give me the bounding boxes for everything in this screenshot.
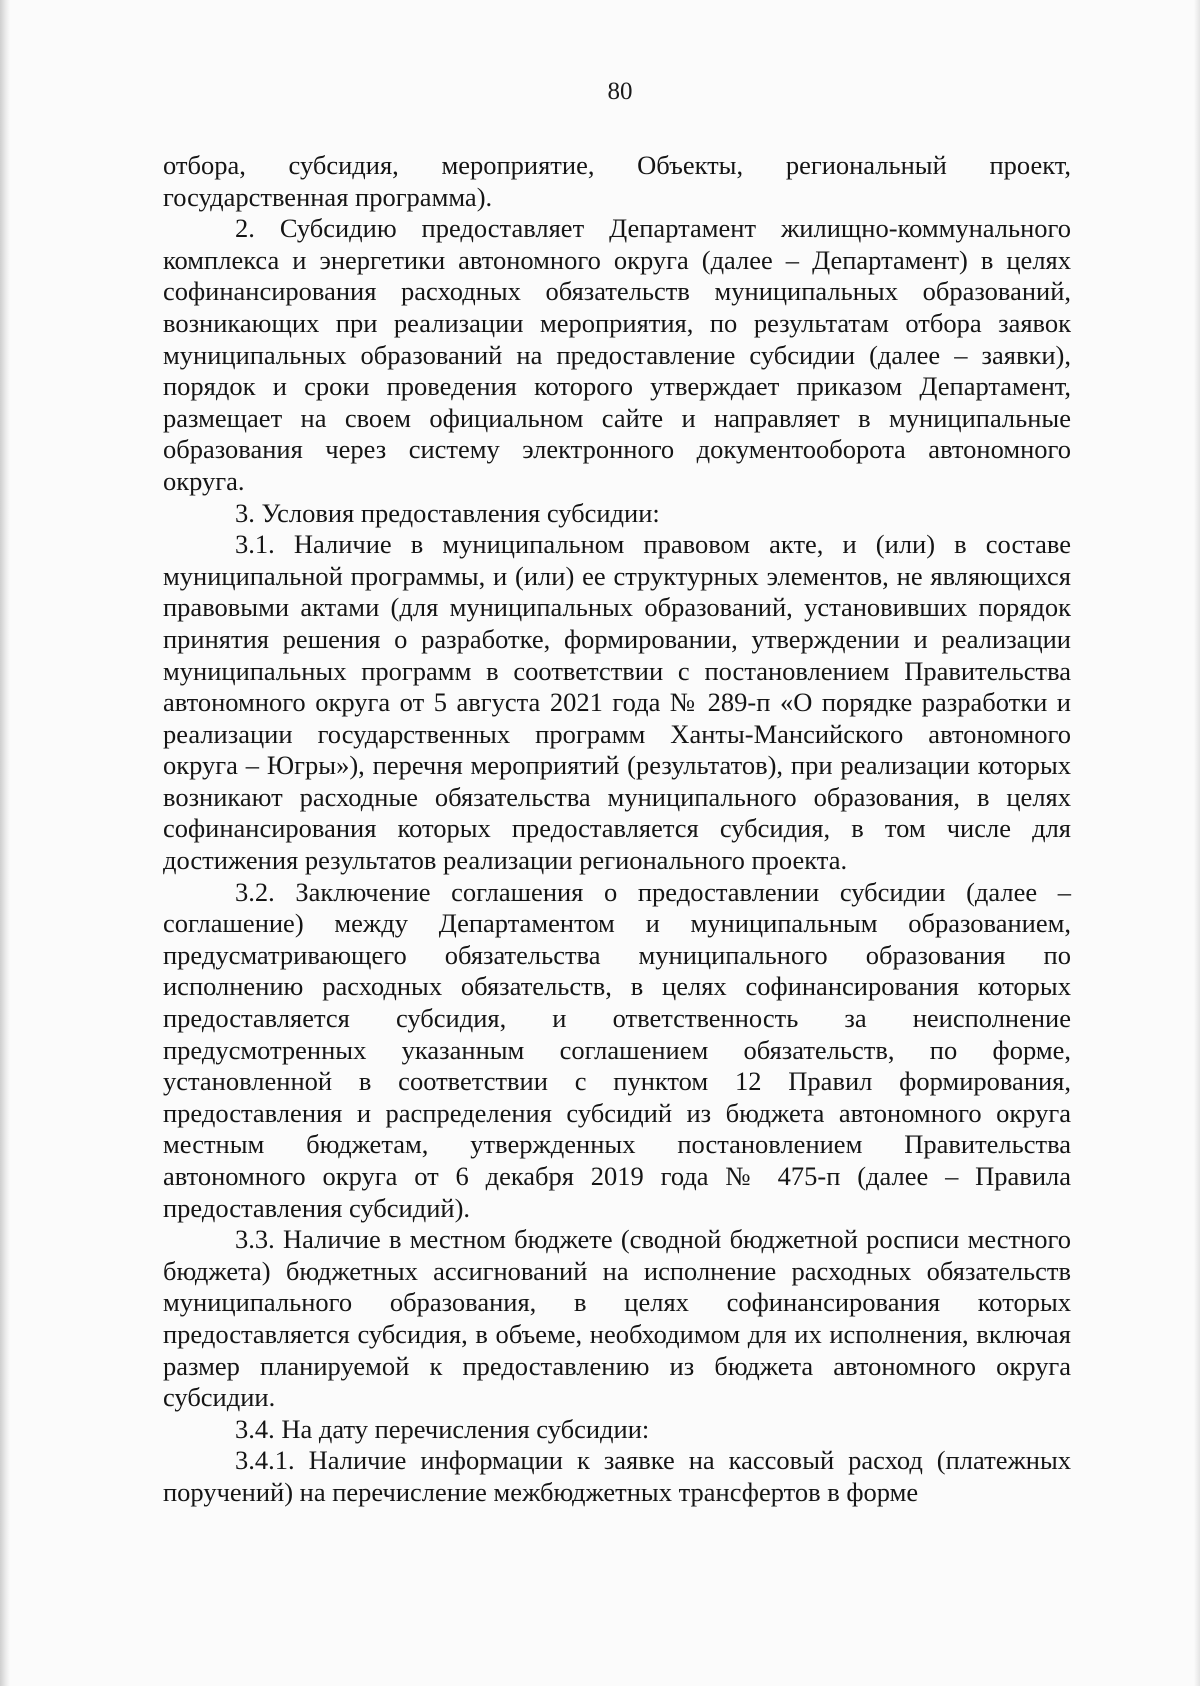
paragraph-3-4-1: 3.4.1. Наличие информации к заявке на кассовый расход (платежных поручений) на перечисление межбюджетных трансфертов в форме <box>163 1445 1071 1507</box>
paragraph-3-3: 3.3. Наличие в местном бюджете (сводной бюджетной росписи местного бюджета) бюджетных ассигнований на исполнение расходных обязательств муниципального образования, в целях софинансирования которых предоставляется субсидия, в объеме, необходимом для их исполнения, включая размер планируемой к предоставлению из бюджета автономного округа субсидии. <box>163 1224 1071 1413</box>
paragraph-3-2: 3.2. Заключение соглашения о предоставлении субсидии (далее – соглашение) между Департаментом и муниципальным образованием, предусматривающего обязательства муниципального образования по исполнению расходных обязательств, в целях софинансирования которых предоставляется субсидия, и ответственность за неисполнение предусмотренных указанным соглашением обязательств, по форме, установленной в соответствии с пунктом 12 Правил формирования, предоставления и распределения субсидий из бюджета автономного округа местным бюджетам, утвержденных постановлением Правительства автономного округа от 6 декабря 2019 года № 475-п (далее – Правила предоставления субсидий). <box>163 876 1071 1223</box>
paragraph-3: 3. Условия предоставления субсидии: <box>235 497 660 528</box>
scan-edge-left <box>0 0 10 1686</box>
paragraph-3-1: 3.1. Наличие в муниципальном правовом акте, и (или) в составе муниципальной программы, и (или) ее структурных элементов, не являющихся правовыми актами (для муниципальных образований, установивших порядок принятия решения о разработке, формировании, утверждении и реализации муниципальных программ в соответствии с постановлением Правительства автономного округа от 5 августа 2021 года № 289-п «О порядке разработки и реализации государственных программ Ханты-Мансийского автономного округа – Югры»), перечня мероприятий (результатов), при реализации которых возникают расходные обязательства муниципального образования, в целях софинансирования которых предоставляется субсидия, в том числе для достижения результатов реализации регионального проекта. <box>163 529 1071 876</box>
document-body <box>163 150 1071 1509</box>
paragraph-continuation: отбора, субсидия, мероприятие, Объекты, региональный проект, государственная программа). <box>163 150 1071 212</box>
paragraph-2: 2. Субсидию предоставляет Департамент жилищно-коммунального комплекса и энергетики автономного округа (далее – Департамент) в целях софинансирования расходных обязательств муниципальных образований, возникающих при реализации мероприятия, по результатам отбора заявок муниципальных образований на предоставление субсидии (далее – заявки), порядок и сроки проведения которого утверждает приказом Департамент, размещает на своем официальном сайте и направляет в муниципальные образования через систему электронного документооборота автономного округа. <box>163 213 1071 496</box>
scan-edge-right <box>1194 0 1200 1686</box>
paragraph-3-4: 3.4. На дату перечисления субсидии: <box>235 1413 650 1444</box>
page-number: 80 <box>607 78 633 105</box>
